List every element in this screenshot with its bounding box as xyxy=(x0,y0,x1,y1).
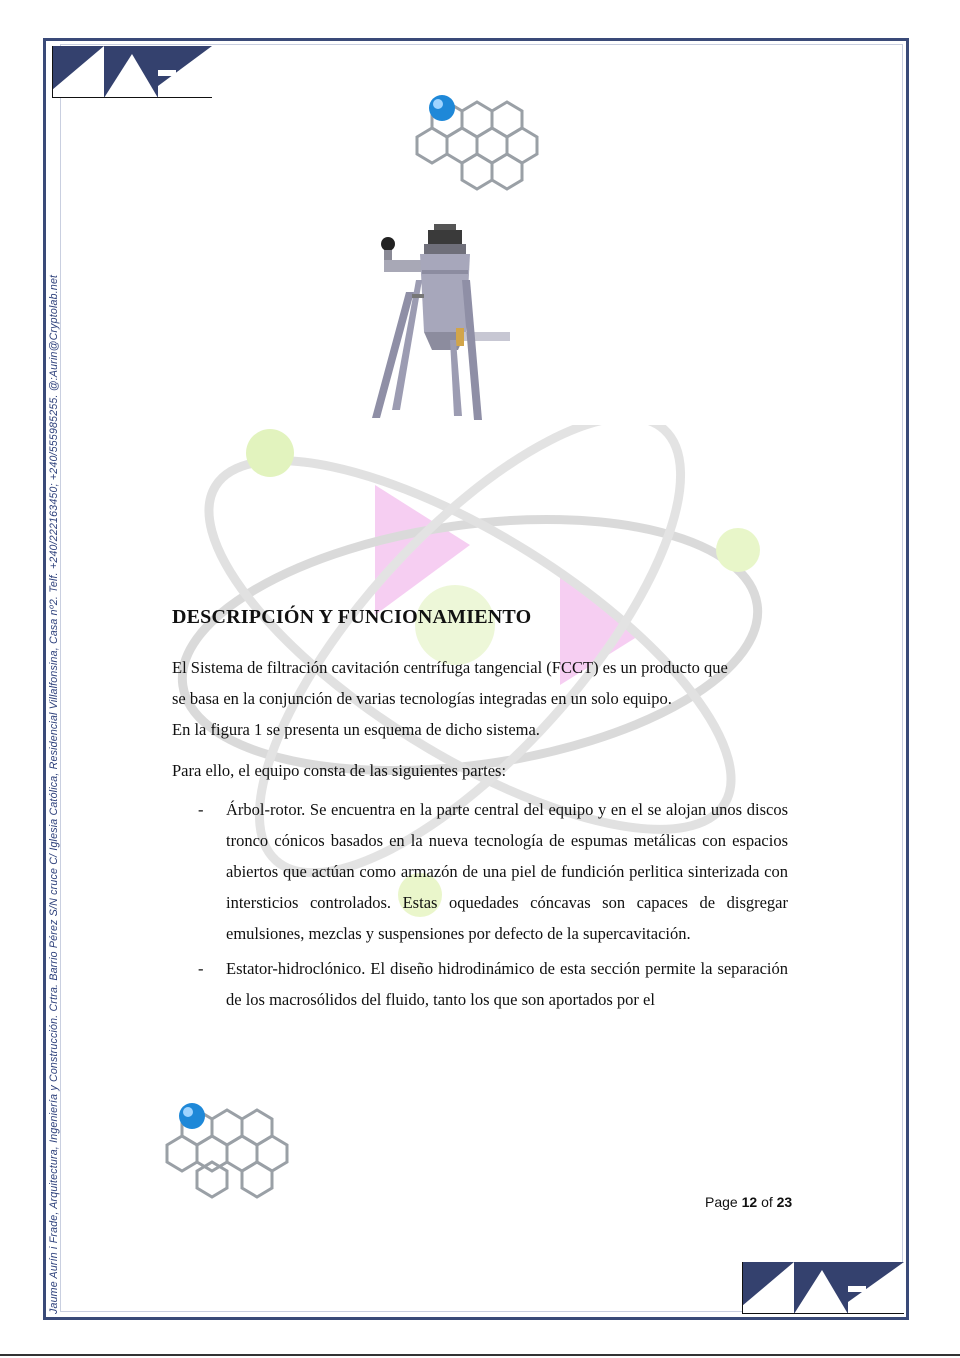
company-logo-icon-footer xyxy=(742,1262,904,1319)
bottom-rule xyxy=(0,1354,960,1356)
filtration-device-illustration xyxy=(362,220,522,430)
parts-intro: Para ello, el equipo consta de las siguientes partes: xyxy=(172,761,507,780)
list-item xyxy=(196,953,788,1015)
graphene-molecule-icon-footer xyxy=(152,1094,302,1211)
page-label: Page xyxy=(705,1194,738,1210)
list-item xyxy=(196,794,788,949)
graphene-molecule-icon xyxy=(402,86,552,201)
list-item-text: Árbol-rotor. Se encuentra en la parte central del equipo y en el se alojan unos discos tronco cónicos basados en la nueva tecnología de espumas metálicas con espacios abiertos que actúan como armazón de una piel de fundición perlitica sinterizada con intersticios controlados. Estas oquedades cóncavas son capaces de disgregar emulsiones, mezclas y suspensiones por defecto de la supercavitación. xyxy=(226,800,788,943)
page-total: 23 xyxy=(776,1194,793,1210)
list-marker: - xyxy=(198,800,204,819)
page-of: of xyxy=(761,1194,773,1210)
company-logo-icon xyxy=(52,46,212,103)
intro-paragraph xyxy=(172,652,792,745)
list-marker: - xyxy=(198,959,204,978)
section-heading: DESCRIPCIÓN Y FUNCIONAMIENTO xyxy=(172,606,532,628)
intro-line-3: En la figura 1 se presenta un esquema de dicho sistema. xyxy=(172,720,540,739)
parts-list xyxy=(196,794,788,1015)
sidebar-contact-text: Jaume Aurín i Frade, Arquitectura, Ingeniería y Construcción. Crtra. Barrio Pérez S/N cruce C/ Iglesia Católica, Residencial Villalfonsina, Casa nº2. Telf. +240/222163450; +240/555985255. @:Aurin@Cryptolab.net xyxy=(48,274,60,1314)
intro-line-2: se basa en la conjunción de varias tecnologías integradas en un solo equipo. xyxy=(172,689,672,708)
list-item-text: Estator-hidroclónico. El diseño hidrodinámico de esta sección permite la separación de los macrosólidos del fluido, tanto los que son aportados por el xyxy=(226,959,788,1009)
page-number xyxy=(705,1194,792,1210)
intro-line-1: El Sistema de filtración cavitación centrífuga tangencial (FCCT) es un producto que xyxy=(172,658,728,677)
page-current: 12 xyxy=(741,1194,758,1210)
